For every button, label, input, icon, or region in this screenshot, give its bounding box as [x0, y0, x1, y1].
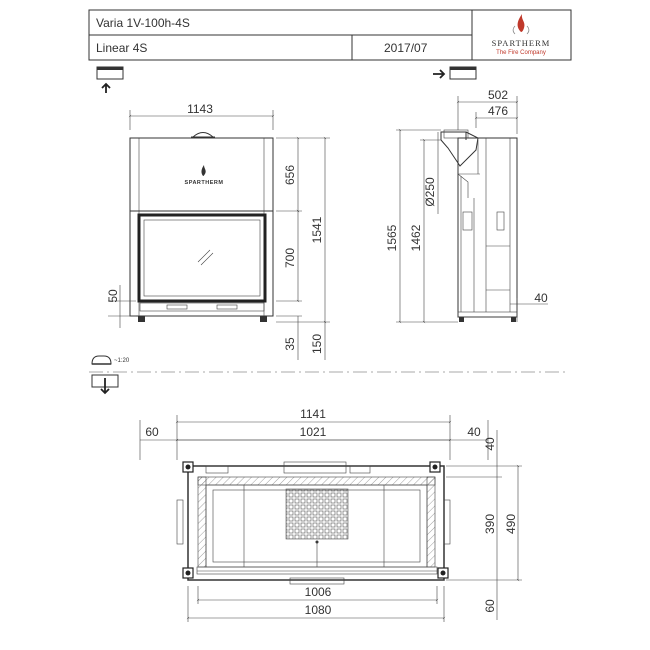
- dim-depth-total: 502: [487, 88, 509, 102]
- dim-base: 150: [310, 333, 324, 355]
- dim-plan-base-width: 1080: [304, 603, 332, 617]
- dim-plan-width-inner: 1021: [299, 425, 327, 439]
- side-view-indicator: [433, 67, 476, 79]
- front-outline: [130, 138, 273, 316]
- arrow-right-icon: [433, 70, 444, 78]
- dim-plan-right-offset: 40: [467, 425, 481, 439]
- front-view-indicator: [97, 67, 123, 93]
- scale-note: [92, 356, 130, 364]
- scale-text: ~1:20: [114, 358, 130, 364]
- dim-plan-depth-inner: 390: [483, 513, 497, 535]
- dim-foot-depth: 40: [534, 291, 548, 305]
- top-vent: [284, 462, 346, 473]
- front-view: [130, 133, 273, 323]
- brand-name: SPARTHERM: [491, 38, 551, 48]
- dim-sill: 50: [106, 289, 120, 303]
- foot-right: [260, 316, 267, 322]
- foot-left: [138, 316, 145, 322]
- dim-plan-width-total: 1141: [300, 407, 326, 421]
- flame-swirl-left-icon: [513, 26, 515, 34]
- dim-door-height: 700: [283, 247, 297, 269]
- flame-swirl-right-icon: [527, 26, 529, 34]
- dim-plan-depth-total: 490: [504, 513, 518, 535]
- back-wall: [198, 477, 435, 485]
- flame-icon: [201, 165, 205, 176]
- dim-plan-glass-width: 1006: [304, 585, 332, 599]
- dim-height-flue: 1462: [409, 224, 423, 252]
- base-vent: [140, 303, 264, 311]
- dim-plan-top-offset: 40: [483, 437, 497, 451]
- front-glass: [197, 567, 437, 574]
- variant-name: Linear 4S: [96, 41, 148, 55]
- scale-icon: [92, 356, 111, 364]
- front-logo-text: SPARTHERM: [184, 180, 224, 186]
- dim-plan-left-offset: 60: [145, 425, 159, 439]
- dim-width: 1143: [187, 102, 213, 116]
- right-wall: [427, 477, 435, 567]
- dim-top-section: 656: [283, 164, 297, 186]
- top-handle: [193, 133, 213, 138]
- plan-view-indicator: [92, 375, 118, 393]
- dim-flue-diameter: Ø250: [423, 177, 437, 207]
- title-block: [89, 10, 571, 60]
- arrow-up-icon: [102, 84, 110, 93]
- model-name: Varia 1V-100h-4S: [96, 16, 190, 30]
- ember-grate: [286, 489, 348, 539]
- revision-date: 2017/07: [384, 41, 428, 55]
- side-view-dimensions: [385, 88, 548, 322]
- brand-tagline: The Fire Company: [496, 50, 546, 56]
- dim-height-total: 1565: [385, 224, 399, 252]
- plan-view: [177, 462, 450, 584]
- brand-logo: [492, 14, 551, 56]
- dim-foot: 35: [283, 337, 297, 351]
- dim-depth-body: 476: [487, 104, 509, 118]
- flue-collar: [441, 132, 466, 140]
- door-handle: [290, 578, 344, 584]
- dim-total-height: 1541: [310, 216, 324, 244]
- dim-plan-bottom-offset: 60: [483, 599, 497, 613]
- flame-icon: [518, 14, 525, 32]
- left-wall: [198, 477, 206, 567]
- side-view: [441, 130, 517, 322]
